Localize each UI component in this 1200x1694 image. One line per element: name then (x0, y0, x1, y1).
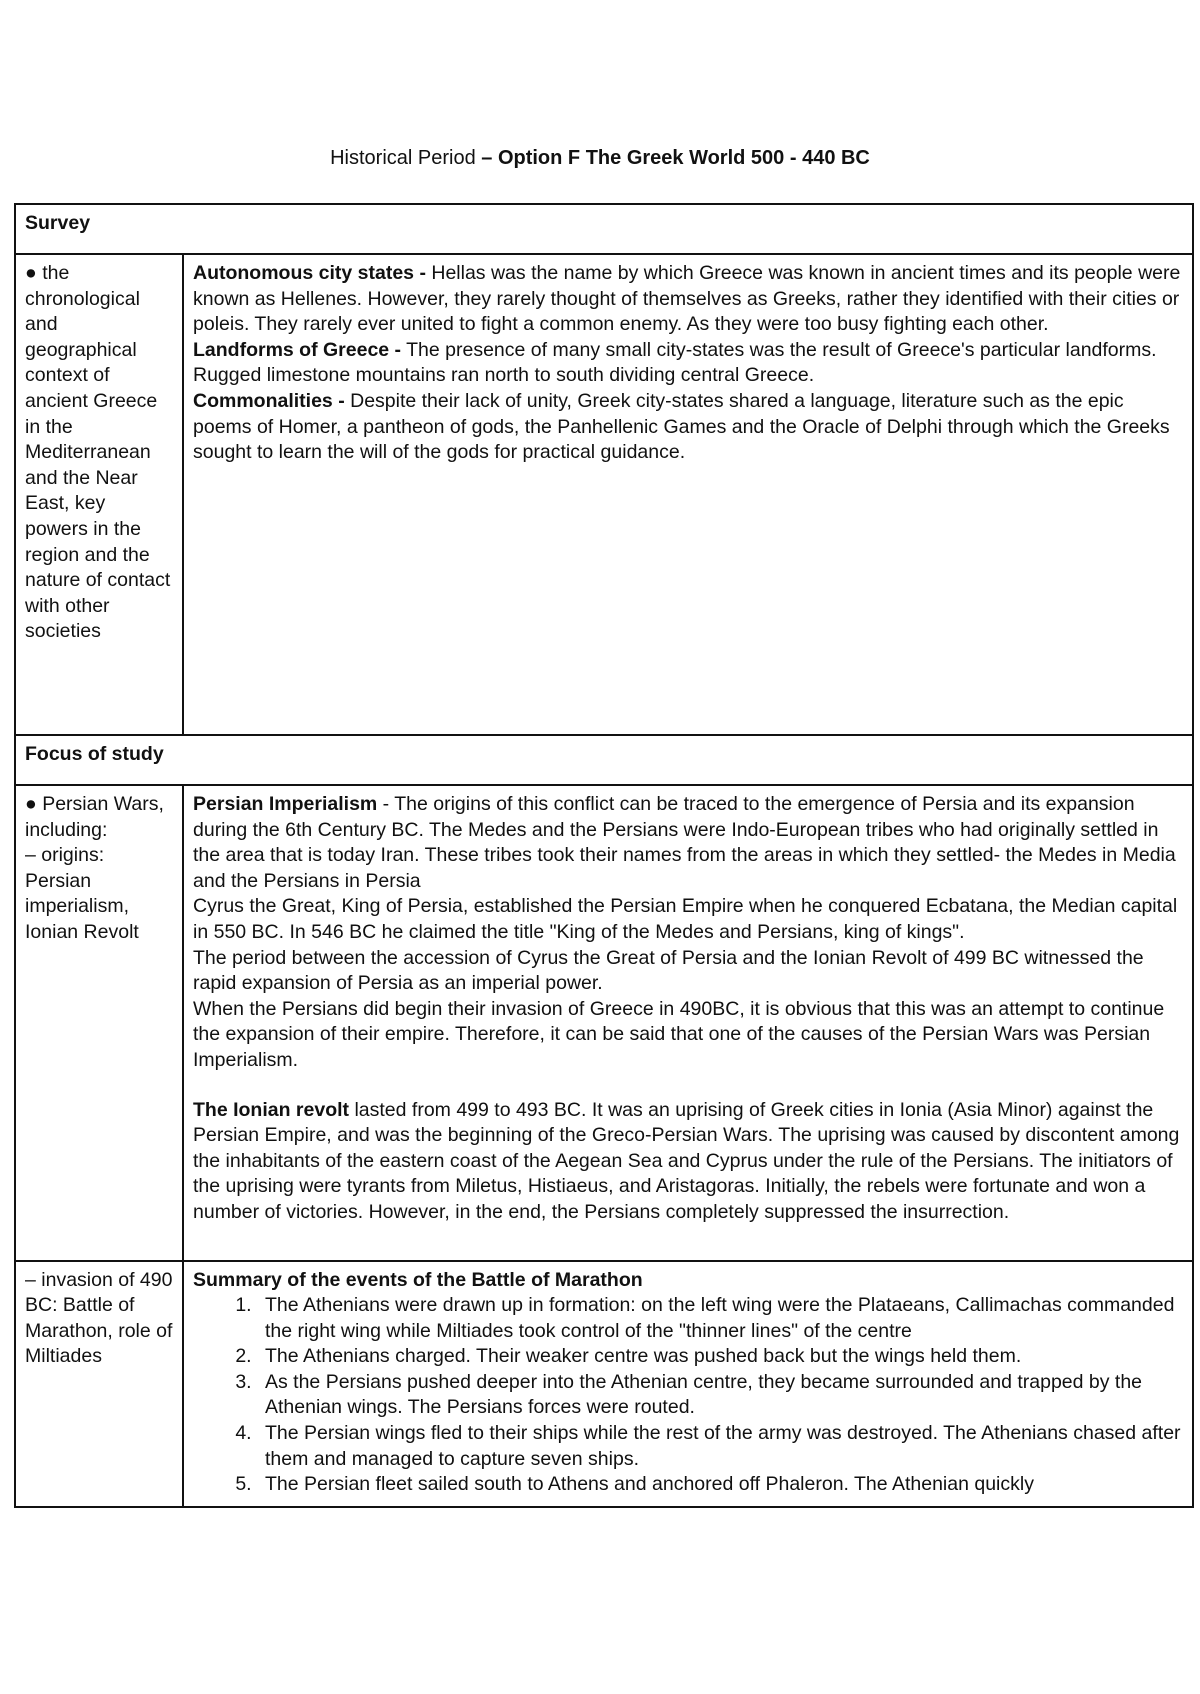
paragraph-text: lasted from 499 to 493 BC. It was an uprising of Greek cities in Ionia (Asia Minor) against the Persian Empire, and was the beginning of the Greco-Persian Wars. The uprising was caused by discontent among the inhabitants of the eastern coast of the Aegean Sea and Cyprus under the rule of the Persians. The initiators of the uprising were tyrants from Miletus, Histiaeus, and Aristagoras. Initially, the rebels were fortunate and won a number of victories. However, in the end, the Persians completely suppressed the insurrection. (193, 1098, 1180, 1223)
focus-row (15, 785, 1193, 1261)
paragraph-text: The presence of many small city-states was the result of Greece's particular landforms. (401, 338, 1157, 361)
focus-paragraph (193, 946, 1183, 997)
paragraph-text: When the Persians did begin their invasion of Greece in 490BC, it is obvious that this was an attempt to continue the expansion of their empire. Therefore, it can be said that one of the causes of the Persian Wars was Persian Imperialism. (193, 997, 1165, 1071)
focus-left-cell: ● Persian Wars, including: – origins: Persian imperialism, Ionian Revolt (15, 785, 183, 1261)
survey-paragraph (193, 389, 1183, 466)
list-item: 5. The Persian fleet sailed south to Athens and anchored off Phaleron. The Athenian quickly (257, 1472, 1183, 1498)
paragraph-text: Cyrus the Great, King of Persia, established the Persian Empire when he conquered Ecbatana, the Median capital in 550 BC. In 546 BC he claimed the title "King of the Medes and Persians, king of kings". (193, 895, 1178, 943)
paragraph-label: The Ionian revolt (193, 1098, 350, 1121)
focus-header-row (15, 735, 1193, 785)
paragraph-label: Landforms of Greece - (193, 338, 402, 361)
marathon-content-cell (183, 1261, 1193, 1507)
focus-content-cell (183, 785, 1193, 1261)
paragraph-label: Persian Imperialism (193, 793, 378, 815)
list-item: 3. As the Persians pushed deeper into the Athenian centre, they became surrounded and trapped by the Athenian wings. The Persians forces were routed. (257, 1370, 1183, 1421)
marathon-row (15, 1261, 1193, 1507)
survey-content-cell (183, 254, 1193, 735)
survey-left-cell: ● the chronological and geographical context of ancient Greece in the Mediterranean and the Near East, key powers in the region and the nature of contact with other societies (15, 254, 183, 735)
focus-header: Focus of study (15, 735, 1193, 785)
paragraph-text: Despite their lack of unity, Greek city-states shared a language, literature such as the epic poems of Homer, a pantheon of gods, the Panhellenic Games and the Oracle of Delphi through which the Greeks sought to learn the will of the gods for practical guidance. (193, 389, 1170, 464)
list-item: 2. The Athenians charged. Their weaker centre was pushed back but the wings held them. (257, 1344, 1183, 1370)
survey-header: Survey (15, 204, 1193, 254)
title-bold: – Option F The Greek World 500 - 440 BC (481, 147, 870, 169)
cell-bottom-space (193, 1226, 1183, 1252)
survey-paragraph (193, 261, 1183, 338)
survey-header-row (15, 204, 1193, 254)
survey-paragraph (193, 338, 1183, 364)
survey-row (15, 254, 1193, 735)
paragraph-gap (193, 1074, 1183, 1098)
paragraph-text: - The origins of this conflict can be traced to the emergence of Persia and its expansion during the 6th Century BC. The Medes and the Persians were Indo-European tribes who had originally settled in the area that is today Iran. These tribes took their names from the areas in which they settled- the Medes in Media and the Persians in Persia (193, 793, 1176, 892)
focus-paragraph (193, 997, 1183, 1074)
title-prefix: Historical Period (330, 147, 482, 169)
marathon-left-cell: – invasion of 490 BC: Battle of Marathon, role of Miltiades (15, 1261, 183, 1507)
paragraph-label: Commonalities - (193, 389, 345, 412)
list-item: 4. The Persian wings fled to their ships while the rest of the army was destroyed. The Athenians chased after them and managed to capture seven ships. (257, 1421, 1183, 1472)
list-item: 1. The Athenians were drawn up in formation: on the left wing were the Plataeans, Callimachas commanded the right wing while Miltiades took control of the "thinner lines" of the centre (257, 1293, 1183, 1344)
document-title (0, 145, 1200, 171)
paragraph-text: Rugged limestone mountains ran north to south dividing central Greece. (193, 364, 815, 387)
marathon-heading: Summary of the events of the Battle of Marathon (193, 1268, 643, 1291)
paragraph-label: Autonomous city states - (193, 262, 426, 284)
paragraph-text: Hellas was the name by which Greece was known in ancient times and its people were known as Hellenes. However, they rarely thought of themselves as Greeks, rather they identified with their cities or poleis. They rarely ever united to fight a common enemy. As they were too busy fighting each other. (193, 262, 1181, 336)
focus-paragraph (193, 894, 1183, 945)
paragraph-text: The period between the accession of Cyrus the Great of Persia and the Ionian Revolt of 499 BC witnessed the rapid expansion of Persia as an imperial power. (193, 946, 1144, 995)
ionian-paragraph (193, 1098, 1183, 1226)
marathon-events-list (193, 1293, 1183, 1498)
study-table (14, 203, 1194, 1508)
survey-paragraph (193, 363, 1183, 389)
focus-paragraph (193, 792, 1183, 894)
